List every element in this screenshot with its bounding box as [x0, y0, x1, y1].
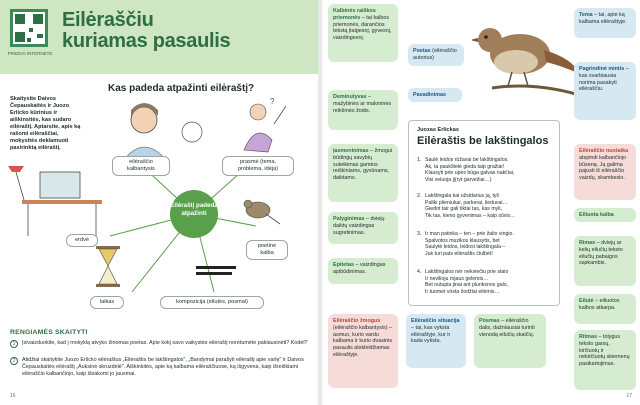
task-number: 1 — [10, 340, 18, 348]
poem-line: Klausyti prie upės būga galvas nakčiai, — [425, 170, 515, 177]
nightingale-icon — [472, 6, 582, 106]
gloss-nuotaika: Eilėraščio nuotaika atspindi kalbančiojo būseną. Ją galima pajusti iš eilėraščio vaizdų, skambesio. — [574, 144, 636, 200]
gloss-jasmeninimas: Įasmeninimas – žmogui būdingų savybių suteikimas gamtos reiškiniams, gyvūnams, daiktams. — [328, 144, 398, 202]
qr-caption: PRIEDAI INTERNETE — [7, 51, 53, 56]
poem-line: Lakštingala kai užsidarius ją, tyli — [425, 193, 499, 199]
gloss-eilute: Eilutė – eiliuotos kalbos atkarpa. — [574, 294, 636, 324]
stanza — [417, 193, 555, 219]
page-number: 17 — [626, 393, 632, 399]
task-text: Atidžiai skaitykite Juozo Erlicko eilėraštus „Eilėraštis be lakštingalos", „Bandymai parašyti eilėraštį apie varlę" ir Daivos Čepauskaitės eilėraštį „Auksinė skruzdėlė". Aiškinkitės, apie ką kalbama eilėraščiuose, ką išgyvena, kaip išreiškiami eilėraščio kalbančiojo, kaip išsakomi jo jausmai. — [22, 357, 304, 377]
gloss-eiliuota: Eiliuota kalba — [574, 208, 636, 222]
bird-icon — [244, 200, 280, 224]
poem-line: Ak, ta paukštelė gieda taip gražiai! — [425, 163, 505, 170]
person-icon — [124, 103, 166, 160]
diagram-question: Kas padeda atpažinti eilėraštį? — [108, 83, 255, 94]
task-1 — [10, 340, 308, 347]
poem-line: Giedot tair gali tiktai tas, kas myli, — [425, 206, 502, 213]
label-meaning: prasmė (tema, problema, idėja) — [222, 156, 294, 176]
label-space: erdvė — [66, 234, 98, 247]
right-page — [322, 0, 640, 405]
desk-icon — [8, 166, 102, 236]
diagram-center: Eilėraštį padeda atpažinti — [170, 190, 218, 238]
gloss-epitetas: Epitetas – vaizdingas apibūdinimas. — [328, 258, 398, 284]
gloss-pavadinimas: Pavadinimas — [408, 88, 462, 102]
poem-line: Ir tuomet virsta žodžiai eilėmis… — [425, 288, 500, 295]
stanza — [417, 231, 555, 257]
page-number: 16 — [10, 393, 16, 399]
poet-icon — [244, 97, 286, 152]
poem-line: Saulytė leidos, leidosi lakštingala – — [425, 244, 506, 251]
gloss-mintis: Pagrindinė mintis – kas svarbiausia norima pasakyti eilėraščiu. — [574, 62, 636, 120]
label-time: laikas — [90, 296, 124, 309]
gloss-rimas: Rimas – dviejų ar kelių eilučių teksto eilučių pabaigos sąskambis. — [574, 236, 636, 286]
left-page — [0, 0, 318, 405]
poem-line: Spalvotos muzikos klausytis, bet — [425, 237, 500, 244]
poem-line: Bet nutupia jinai ant plunksnos galo, — [425, 282, 509, 289]
intro-text: Skaitysite Daivos Čepauskaitės ir Juozo Erlicko kūrinius ir aiškinsitės, kas sudaro eilėraštį. Aptarsite, apie ką rašomi eilėraščiai, mokysitės deklamuoti pasirinktą eilėraštį. — [10, 96, 81, 151]
gloss-poetas: Poetas (eilėraščio autorius) — [408, 44, 464, 66]
gloss-kalbines: Kalbinės raiškos priemonės – tai kalbos priemonės, darančios tekstą įtaigesnį, gyvesnį, vaizdingesnį. — [328, 4, 398, 62]
poem-line: Ir man patinka – ten – prie žalio vingio. — [425, 231, 514, 237]
hourglass-icon — [96, 246, 120, 287]
gloss-situacija: Eilėraščio situacija – tai, kas vyksta eilėraštyje, kur ir kada vyksta. — [406, 314, 466, 368]
task-number: 2 — [10, 357, 18, 365]
gloss-palyginimas: Palyginimas – dviejų daiktų vaizdingas sugretinimas. — [328, 212, 398, 244]
task-text: Įsivaizduokite, kad į mokyklą atvyko žinomas poetas. Apie kokį savo vaikystės eilėraštį norėtumėte paklausinėti? Kodėl? — [22, 340, 308, 346]
svg-text:?: ? — [270, 97, 275, 106]
gloss-ritmas: Ritmas – tolygus teksto garsų, kirčiuotų ir nekirčiuotų skiemenų pasikartojimas. — [574, 330, 636, 390]
stanza-number: 2. — [417, 193, 422, 199]
task-2 — [10, 357, 308, 378]
poem-box — [408, 120, 560, 306]
stanza-number: 3. — [417, 231, 422, 237]
poem-line: Visi veluoja jį(ryt garvežiai…) — [425, 176, 492, 183]
gloss-tema: Tema – tai, apie ką kalbama eilėraštyje. — [574, 8, 636, 38]
label-speaker: eilėraščio kalbantysis — [112, 156, 170, 176]
poem-line: Lakštingalos nėr nekviečiu prie staio — [425, 269, 509, 275]
gloss-zmogus: Eilėraščio žmogus (eilėraščio kalbantysis) – asmuo, kurio vardu kalbama ir kurio dvasinis pasaulis atskleidžiamas eilėraštyje. — [328, 314, 398, 388]
poem-author: Juozas Erlickas — [417, 127, 459, 133]
page-title: Eilėraščiu kuriamas pasaulis — [62, 9, 231, 52]
poem-title: Eilėraštis be lakštingalos — [417, 135, 549, 147]
poem-line: Paliki plieniukai, parkerai, lieduvai… — [425, 199, 508, 206]
label-composition: kompozicija (eilutės, posmai) — [160, 296, 264, 309]
gloss-deminutyvas: Deminutyvas – mažybinės ar maloninės reikšmės žodis. — [328, 90, 398, 130]
poem-line: Saulė leidos rūžavai be lakštingalos. — [425, 157, 509, 163]
section-title: RENGIAMĖS SKAITYTI — [10, 329, 88, 336]
stanza-number: 1. — [417, 157, 422, 163]
gloss-posmas: Pósmas – eilėraščio dalis, dažniausiai turinti vienodą eilučių skaičių. — [474, 314, 546, 368]
stanza — [417, 269, 555, 295]
poem-line: Ir nevilioju rojaus gelemis… — [425, 275, 489, 282]
stanza-number: 4. — [417, 269, 422, 275]
poem-line: Juk turi pats eilėraštis čiulbėt! — [425, 250, 493, 257]
label-language: poetinė kalba — [246, 240, 288, 260]
poem-line: Tik tas, kieno gyvenimas – kaip sūvis… — [425, 212, 516, 219]
stanza — [417, 157, 555, 183]
